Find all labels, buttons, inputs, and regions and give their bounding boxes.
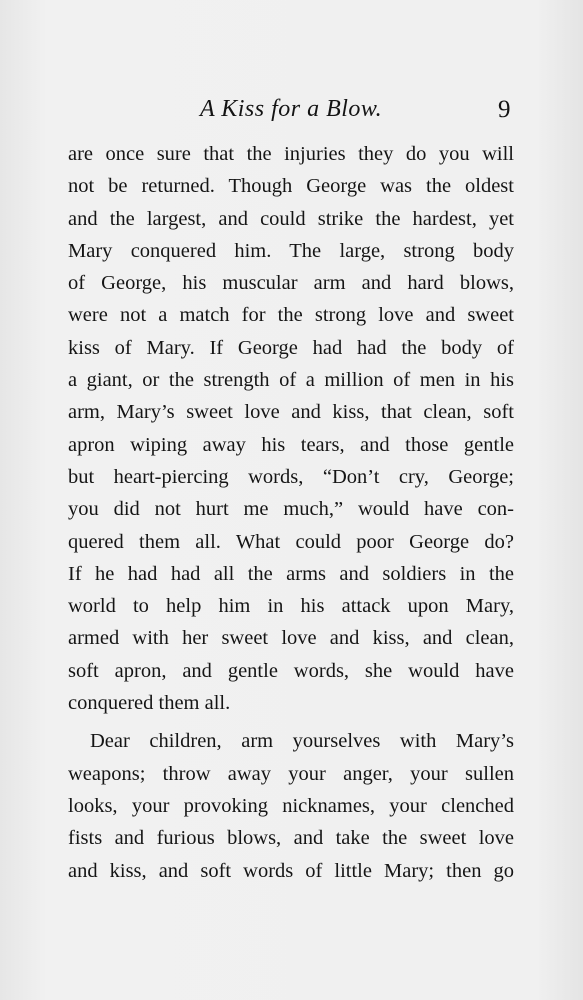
text-line: kiss of Mary. If George had had the body of	[68, 336, 514, 359]
paragraph-1	[68, 138, 514, 719]
page-number: 9	[498, 96, 511, 123]
text-line: and the largest, and could strike the hardest, yet	[68, 207, 514, 230]
paragraph-2	[68, 725, 514, 886]
text-line: apron wiping away his tears, and those gentle	[68, 433, 514, 456]
text-line: If he had had all the arms and soldiers in the	[68, 562, 514, 585]
text-line: world to help him in his attack upon Mary,	[68, 595, 514, 618]
text-line: arm, Mary’s sweet love and kiss, that clean, soft	[68, 401, 514, 424]
text-line: you did not hurt me much,” would have con-	[68, 498, 514, 521]
text-line: Dear children, arm yourselves with Mary’s	[90, 730, 514, 753]
text-line: of George, his muscular arm and hard blows,	[68, 272, 514, 295]
text-line: a giant, or the strength of a million of men in his	[68, 369, 514, 392]
running-head	[0, 96, 583, 128]
text-line: looks, your provoking nicknames, your clenched	[68, 794, 514, 817]
text-line: soft apron, and gentle words, she would have	[68, 659, 514, 682]
text-line: Mary conquered him. The large, strong body	[68, 239, 514, 262]
text-line: are once sure that the injuries they do you will	[68, 143, 514, 165]
text-line: not be returned. Though George was the oldest	[68, 175, 514, 198]
running-title: A Kiss for a Blow.	[200, 96, 383, 122]
text-line: conquered them all.	[68, 692, 231, 715]
text-line: armed with her sweet love and kiss, and clean,	[68, 627, 514, 650]
text-line: and kiss, and soft words of little Mary; then go	[68, 859, 514, 882]
text-line: but heart-piercing words, “Don’t cry, George;	[68, 465, 514, 488]
text-line: quered them all. What could poor George do?	[68, 530, 514, 553]
text-line: weapons; throw away your anger, your sullen	[68, 762, 514, 785]
text-line: were not a match for the strong love and sweet	[68, 304, 514, 327]
text-line: fists and furious blows, and take the sweet love	[68, 827, 514, 850]
body-text	[68, 138, 514, 887]
